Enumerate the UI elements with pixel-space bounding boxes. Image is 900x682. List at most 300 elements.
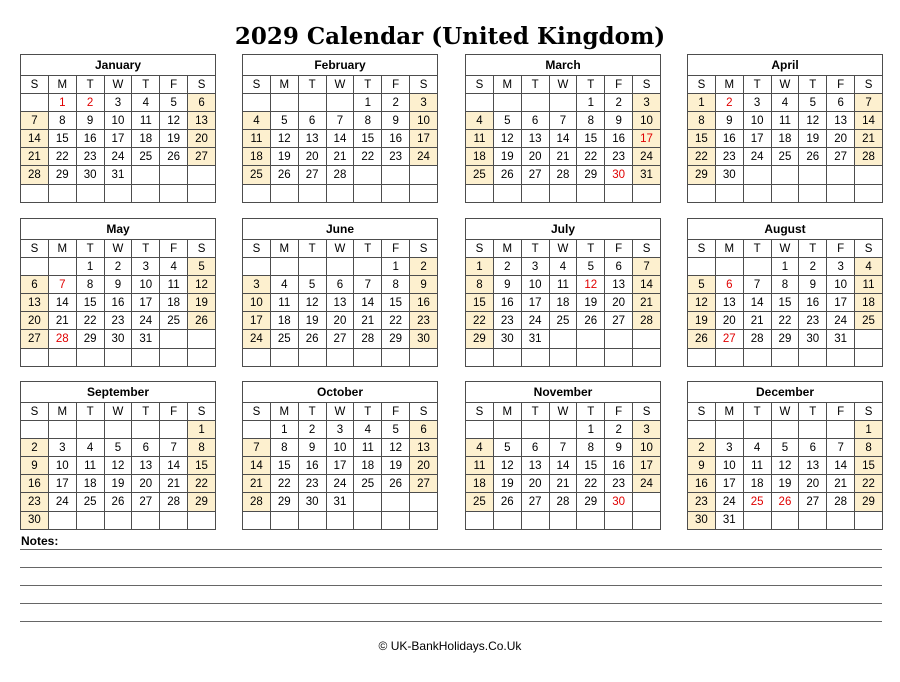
- empty-cell: [243, 258, 271, 276]
- day-cell: 7: [48, 276, 76, 294]
- weekday-header: F: [605, 403, 633, 421]
- week-row: [21, 493, 216, 511]
- week-row: [688, 439, 883, 457]
- day-cell: 24: [715, 493, 743, 511]
- day-cell: 24: [827, 312, 855, 330]
- day-cell: 6: [605, 258, 633, 276]
- week-row: [21, 330, 216, 348]
- day-cell: 3: [410, 94, 438, 112]
- empty-cell: [160, 421, 188, 439]
- day-cell: 29: [688, 166, 716, 184]
- day-cell: 21: [633, 294, 661, 312]
- day-cell: 20: [21, 312, 49, 330]
- empty-cell: [771, 421, 799, 439]
- empty-cell: [410, 184, 438, 202]
- day-cell: 28: [326, 166, 354, 184]
- week-row: [466, 112, 661, 130]
- day-cell: 14: [243, 457, 271, 475]
- weekday-header: M: [715, 76, 743, 94]
- empty-cell: [243, 421, 271, 439]
- day-cell: 4: [160, 258, 188, 276]
- day-cell: 6: [521, 439, 549, 457]
- day-cell: 29: [188, 493, 216, 511]
- week-row: [21, 475, 216, 493]
- empty-cell: [743, 184, 771, 202]
- month-table: [687, 54, 883, 203]
- month-table: [242, 218, 438, 367]
- day-cell: 14: [743, 294, 771, 312]
- weekday-header: S: [855, 240, 883, 258]
- day-cell: 8: [188, 439, 216, 457]
- week-row: [21, 348, 216, 366]
- empty-cell: [104, 184, 132, 202]
- day-cell: 13: [21, 294, 49, 312]
- day-cell: 12: [160, 112, 188, 130]
- day-cell: 7: [549, 112, 577, 130]
- day-cell: 12: [493, 457, 521, 475]
- empty-cell: [76, 184, 104, 202]
- empty-cell: [188, 184, 216, 202]
- weekday-header: F: [160, 76, 188, 94]
- day-cell: 28: [743, 330, 771, 348]
- week-row: [21, 276, 216, 294]
- day-cell: 7: [326, 112, 354, 130]
- weekday-header: T: [76, 403, 104, 421]
- day-cell: 28: [48, 330, 76, 348]
- day-cell: 3: [326, 421, 354, 439]
- empty-cell: [493, 348, 521, 366]
- week-row: [21, 112, 216, 130]
- weekday-header: T: [743, 76, 771, 94]
- day-cell: 30: [298, 493, 326, 511]
- empty-cell: [160, 330, 188, 348]
- empty-cell: [48, 258, 76, 276]
- empty-cell: [715, 421, 743, 439]
- weekday-header: T: [132, 76, 160, 94]
- day-cell: 27: [521, 166, 549, 184]
- day-cell: 26: [493, 493, 521, 511]
- weekday-header: T: [298, 240, 326, 258]
- day-cell: 4: [855, 258, 883, 276]
- week-row: [243, 439, 438, 457]
- day-cell: 25: [160, 312, 188, 330]
- day-cell: 24: [243, 330, 271, 348]
- empty-cell: [243, 94, 271, 112]
- day-cell: 23: [605, 148, 633, 166]
- month-july: [465, 218, 661, 367]
- day-cell: 10: [521, 276, 549, 294]
- week-row: [243, 148, 438, 166]
- empty-cell: [799, 184, 827, 202]
- note-line: [20, 549, 882, 550]
- month-august: [687, 218, 883, 367]
- week-row: [688, 330, 883, 348]
- empty-cell: [549, 184, 577, 202]
- day-cell: 11: [76, 457, 104, 475]
- weekday-header: W: [771, 403, 799, 421]
- weekday-header: S: [466, 240, 494, 258]
- day-cell: 8: [48, 112, 76, 130]
- month-name: December: [688, 382, 883, 403]
- empty-cell: [188, 511, 216, 529]
- day-cell: 18: [160, 294, 188, 312]
- week-row: [21, 511, 216, 529]
- day-cell: 24: [326, 475, 354, 493]
- empty-cell: [577, 348, 605, 366]
- weekday-header: S: [188, 403, 216, 421]
- day-cell: 2: [298, 421, 326, 439]
- day-cell: 22: [48, 148, 76, 166]
- day-cell: 1: [855, 421, 883, 439]
- week-row: [466, 166, 661, 184]
- day-cell: 6: [521, 112, 549, 130]
- day-cell: 30: [76, 166, 104, 184]
- day-cell: 22: [76, 312, 104, 330]
- day-cell: 12: [382, 439, 410, 457]
- empty-cell: [354, 493, 382, 511]
- day-cell: 21: [549, 148, 577, 166]
- empty-cell: [270, 258, 298, 276]
- day-cell: 21: [243, 475, 271, 493]
- month-table: [20, 381, 216, 530]
- day-cell: 7: [827, 439, 855, 457]
- empty-cell: [521, 94, 549, 112]
- day-cell: 11: [466, 130, 494, 148]
- week-row: [243, 348, 438, 366]
- day-cell: 15: [270, 457, 298, 475]
- weekday-header: T: [354, 240, 382, 258]
- weekday-header: M: [493, 240, 521, 258]
- day-cell: 17: [743, 130, 771, 148]
- empty-cell: [771, 348, 799, 366]
- day-cell: 5: [493, 112, 521, 130]
- empty-cell: [743, 511, 771, 529]
- day-cell: 6: [132, 439, 160, 457]
- day-cell: 17: [48, 475, 76, 493]
- day-cell: 3: [48, 439, 76, 457]
- day-cell: 31: [132, 330, 160, 348]
- empty-cell: [521, 184, 549, 202]
- empty-cell: [410, 166, 438, 184]
- day-cell: 26: [493, 166, 521, 184]
- empty-cell: [382, 184, 410, 202]
- day-cell: 23: [799, 312, 827, 330]
- week-row: [21, 130, 216, 148]
- week-row: [243, 421, 438, 439]
- day-cell: 14: [633, 276, 661, 294]
- week-row: [466, 130, 661, 148]
- day-cell: 5: [688, 276, 716, 294]
- day-cell: 15: [855, 457, 883, 475]
- empty-cell: [771, 184, 799, 202]
- empty-cell: [243, 511, 271, 529]
- day-cell: 25: [743, 493, 771, 511]
- day-cell: 15: [76, 294, 104, 312]
- footer-credit: © UK-BankHolidays.Co.Uk: [378, 639, 522, 653]
- weekday-header: S: [243, 240, 271, 258]
- week-row: [466, 348, 661, 366]
- week-row: [243, 511, 438, 529]
- empty-cell: [298, 348, 326, 366]
- empty-cell: [827, 511, 855, 529]
- week-row: [688, 457, 883, 475]
- empty-cell: [104, 511, 132, 529]
- note-line: [20, 567, 882, 568]
- empty-cell: [743, 348, 771, 366]
- empty-cell: [48, 348, 76, 366]
- day-cell: 7: [160, 439, 188, 457]
- day-cell: 11: [855, 276, 883, 294]
- day-cell: 24: [633, 475, 661, 493]
- day-cell: 22: [382, 312, 410, 330]
- day-cell: 22: [855, 475, 883, 493]
- empty-cell: [243, 348, 271, 366]
- day-cell: 2: [76, 94, 104, 112]
- day-cell: 28: [21, 166, 49, 184]
- week-row: [466, 276, 661, 294]
- empty-cell: [298, 94, 326, 112]
- day-cell: 18: [466, 475, 494, 493]
- day-cell: 20: [605, 294, 633, 312]
- weekday-header: F: [160, 403, 188, 421]
- weekday-header: S: [633, 403, 661, 421]
- week-row: [688, 258, 883, 276]
- week-row: [243, 94, 438, 112]
- day-cell: 18: [549, 294, 577, 312]
- day-cell: 22: [188, 475, 216, 493]
- day-cell: 20: [827, 130, 855, 148]
- day-cell: 10: [633, 112, 661, 130]
- day-cell: 25: [771, 148, 799, 166]
- day-cell: 30: [21, 511, 49, 529]
- month-november: [465, 381, 661, 530]
- week-row: [688, 130, 883, 148]
- day-cell: 31: [521, 330, 549, 348]
- day-cell: 18: [855, 294, 883, 312]
- day-cell: 15: [466, 294, 494, 312]
- day-cell: 2: [605, 94, 633, 112]
- empty-cell: [715, 184, 743, 202]
- weekday-header: S: [688, 76, 716, 94]
- day-cell: 3: [521, 258, 549, 276]
- month-may: [20, 218, 216, 367]
- day-cell: 13: [132, 457, 160, 475]
- day-cell: 4: [132, 94, 160, 112]
- day-cell: 11: [160, 276, 188, 294]
- day-cell: 28: [549, 493, 577, 511]
- day-cell: 20: [298, 148, 326, 166]
- day-cell: 20: [715, 312, 743, 330]
- month-october: [242, 381, 438, 530]
- day-cell: 16: [715, 130, 743, 148]
- day-cell: 17: [132, 294, 160, 312]
- empty-cell: [855, 330, 883, 348]
- weekday-header: S: [410, 403, 438, 421]
- day-cell: 12: [799, 112, 827, 130]
- empty-cell: [298, 258, 326, 276]
- week-row: [688, 148, 883, 166]
- day-cell: 13: [521, 457, 549, 475]
- day-cell: 5: [799, 94, 827, 112]
- day-cell: 27: [298, 166, 326, 184]
- empty-cell: [270, 94, 298, 112]
- weekday-header: T: [298, 76, 326, 94]
- day-cell: 22: [354, 148, 382, 166]
- day-cell: 29: [382, 330, 410, 348]
- weekday-header: T: [132, 403, 160, 421]
- month-name: April: [688, 55, 883, 76]
- day-cell: 12: [188, 276, 216, 294]
- week-row: [243, 457, 438, 475]
- day-cell: 25: [855, 312, 883, 330]
- week-row: [466, 475, 661, 493]
- day-cell: 26: [382, 475, 410, 493]
- day-cell: 2: [21, 439, 49, 457]
- day-cell: 16: [382, 130, 410, 148]
- empty-cell: [743, 166, 771, 184]
- week-row: [243, 276, 438, 294]
- day-cell: 16: [493, 294, 521, 312]
- weekday-header: M: [715, 403, 743, 421]
- empty-cell: [549, 421, 577, 439]
- day-cell: 14: [354, 294, 382, 312]
- empty-cell: [577, 184, 605, 202]
- month-april: [687, 54, 883, 203]
- day-cell: 7: [549, 439, 577, 457]
- week-row: [21, 294, 216, 312]
- day-cell: 1: [354, 94, 382, 112]
- day-cell: 13: [188, 112, 216, 130]
- day-cell: 11: [132, 112, 160, 130]
- weekday-header: T: [799, 76, 827, 94]
- day-cell: 3: [743, 94, 771, 112]
- day-cell: 20: [132, 475, 160, 493]
- day-cell: 23: [493, 312, 521, 330]
- day-cell: 25: [549, 312, 577, 330]
- day-cell: 21: [326, 148, 354, 166]
- day-cell: 10: [715, 457, 743, 475]
- day-cell: 17: [410, 130, 438, 148]
- day-cell: 14: [48, 294, 76, 312]
- week-row: [466, 148, 661, 166]
- empty-cell: [549, 94, 577, 112]
- day-cell: 14: [855, 112, 883, 130]
- day-cell: 4: [354, 421, 382, 439]
- day-cell: 19: [493, 148, 521, 166]
- day-cell: 28: [354, 330, 382, 348]
- day-cell: 28: [827, 493, 855, 511]
- weekday-header: W: [104, 403, 132, 421]
- weekday-header: W: [549, 76, 577, 94]
- day-cell: 28: [549, 166, 577, 184]
- day-cell: 18: [771, 130, 799, 148]
- day-cell: 14: [326, 130, 354, 148]
- day-cell: 10: [104, 112, 132, 130]
- weekday-header: T: [743, 403, 771, 421]
- month-september: [20, 381, 216, 530]
- empty-cell: [48, 421, 76, 439]
- day-cell: 31: [104, 166, 132, 184]
- empty-cell: [493, 511, 521, 529]
- day-cell: 4: [466, 439, 494, 457]
- week-row: [21, 166, 216, 184]
- weekday-header: M: [48, 76, 76, 94]
- day-cell: 17: [104, 130, 132, 148]
- day-cell: 6: [298, 112, 326, 130]
- weekday-header: W: [104, 76, 132, 94]
- weekday-header: T: [354, 76, 382, 94]
- empty-cell: [76, 348, 104, 366]
- empty-cell: [354, 258, 382, 276]
- day-cell: 8: [771, 276, 799, 294]
- week-row: [688, 112, 883, 130]
- weekday-header: F: [382, 403, 410, 421]
- day-cell: 5: [771, 439, 799, 457]
- day-cell: 11: [743, 457, 771, 475]
- empty-cell: [799, 166, 827, 184]
- month-name: July: [466, 219, 661, 240]
- day-cell: 27: [715, 330, 743, 348]
- day-cell: 1: [577, 421, 605, 439]
- day-cell: 9: [688, 457, 716, 475]
- empty-cell: [633, 330, 661, 348]
- day-cell: 14: [549, 457, 577, 475]
- weekday-header: S: [855, 403, 883, 421]
- weekday-header: S: [188, 76, 216, 94]
- day-cell: 30: [715, 166, 743, 184]
- empty-cell: [104, 421, 132, 439]
- day-cell: 27: [827, 148, 855, 166]
- day-cell: 19: [188, 294, 216, 312]
- week-row: [243, 475, 438, 493]
- week-row: [243, 294, 438, 312]
- day-cell: 27: [410, 475, 438, 493]
- day-cell: 30: [104, 330, 132, 348]
- day-cell: 18: [243, 148, 271, 166]
- day-cell: 10: [132, 276, 160, 294]
- week-row: [466, 439, 661, 457]
- day-cell: 21: [549, 475, 577, 493]
- day-cell: 7: [243, 439, 271, 457]
- weekday-header: S: [410, 76, 438, 94]
- day-cell: 8: [855, 439, 883, 457]
- empty-cell: [326, 348, 354, 366]
- day-cell: 1: [466, 258, 494, 276]
- day-cell: 23: [298, 475, 326, 493]
- day-cell: 19: [270, 148, 298, 166]
- week-row: [21, 457, 216, 475]
- day-cell: 20: [521, 475, 549, 493]
- day-cell: 1: [771, 258, 799, 276]
- empty-cell: [160, 166, 188, 184]
- empty-cell: [855, 348, 883, 366]
- weekday-header: S: [688, 403, 716, 421]
- day-cell: 3: [633, 94, 661, 112]
- day-cell: 9: [410, 276, 438, 294]
- week-row: [466, 294, 661, 312]
- day-cell: 22: [688, 148, 716, 166]
- day-cell: 9: [76, 112, 104, 130]
- empty-cell: [549, 511, 577, 529]
- day-cell: 5: [104, 439, 132, 457]
- day-cell: 24: [743, 148, 771, 166]
- week-row: [243, 312, 438, 330]
- empty-cell: [21, 421, 49, 439]
- day-cell: 6: [21, 276, 49, 294]
- day-cell: 25: [243, 166, 271, 184]
- month-february: [242, 54, 438, 203]
- day-cell: 16: [410, 294, 438, 312]
